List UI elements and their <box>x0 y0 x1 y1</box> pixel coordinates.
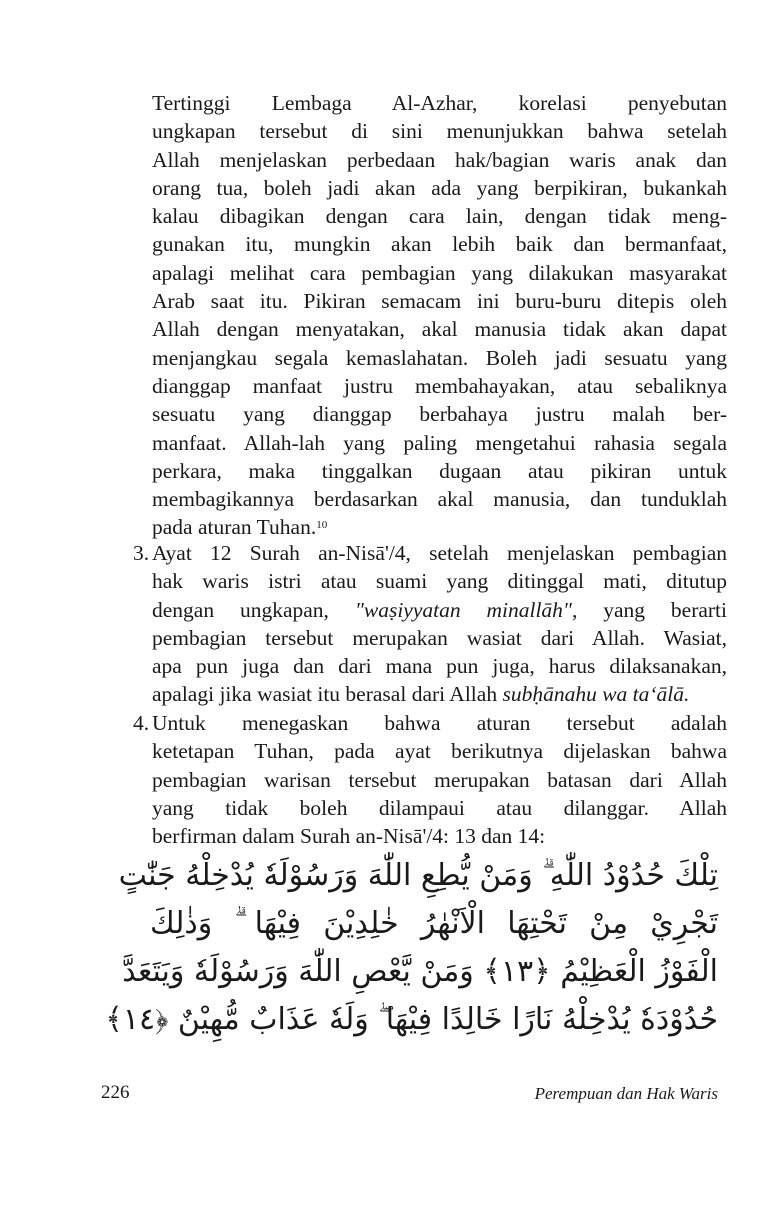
text-line-content: pada aturan Tuhan. <box>152 515 317 540</box>
page-number: 226 <box>101 1082 130 1103</box>
text-line: apa pun juga dan dari mana pun juga, harus dilaksanakan, <box>152 654 727 679</box>
text-line <box>152 596 727 624</box>
list-item-3 <box>133 539 728 709</box>
text-line: gunakan itu, mungkin akan lebih baik dan bermanfaat, <box>152 232 727 257</box>
text-line: Untuk menegaskan bahwa aturan tersebut adalah <box>152 711 727 735</box>
text-line: menjangkau segala kemaslahatan. Boleh jadi sesuatu yang <box>152 345 727 370</box>
text-segment: yang berarti <box>577 597 728 622</box>
arabic-verse-line: تِلْكَ حُدُوْدُ اللّٰهِ ۗ وَمَنْ يُّطِعِ اللّٰهَ وَرَسُوْلَهٗ يُدْخِلْهُ جَنّٰتٍ <box>118 858 718 893</box>
text-line: membagikannya berdasarkan akal manusia, dan tunduklah <box>152 487 727 512</box>
text-line: Arab saat itu. Pikiran semacam ini buru-buru ditepis oleh <box>152 289 727 314</box>
text-line: sesuatu yang dianggap berbahaya justru malah ber- <box>152 402 727 427</box>
text-segment: apalagi jika wasiat itu berasal dari Allah <box>152 682 503 707</box>
text-line: pembagian tersebut merupakan wasiat dari Allah. Wasiat, <box>152 625 727 650</box>
text-line: hak waris istri atau suami yang ditinggal mati, ditutup <box>152 569 727 594</box>
text-line: Allah dengan menyatakan, akal manusia tidak akan dapat <box>152 317 727 342</box>
arabic-verse-block <box>105 852 718 1044</box>
text-line: pembagian warisan tersebut merupakan batasan dari Allah <box>152 767 727 792</box>
text-line: perkara, maka tinggalkan dugaan atau pikiran untuk <box>152 458 727 483</box>
list-item-number: 4. <box>133 711 150 735</box>
text-line: orang tua, boleh jadi akan ada yang berpikiran, bukankah <box>152 175 727 200</box>
text-line: Allah menjelaskan perbedaan hak/bagian waris anak dan <box>152 147 727 172</box>
text-line: Tertinggi Lembaga Al-Azhar, korelasi penyebutan <box>152 91 727 115</box>
text-line: ketetapan Tuhan, pada ayat berikutnya dijelaskan bahwa <box>152 739 727 764</box>
text-line: apalagi melihat cara pembagian yang dilakukan masyarakat <box>152 260 727 285</box>
arabic-verse-line: تَجْرِيْ مِنْ تَحْتِهَا الْاَنْهٰرُ خٰلِدِيْنَ فِيْهَا ۗ وَذٰلِكَ <box>150 906 718 941</box>
text-segment: dengan ungkapan, <box>152 597 355 622</box>
text-line: yang tidak boleh dilampaui atau dilanggar. Allah <box>152 795 727 820</box>
text-line: berfirman dalam Surah an-Nisā'/4: 13 dan 14: <box>152 824 546 849</box>
italic-term: "waṣiyyatan minallāh", <box>354 597 578 622</box>
text-line: kalau dibagikan dengan cara lain, dengan tidak meng- <box>152 204 727 229</box>
text-line: ungkapan tersebut di sini menunjukkan bahwa setelah <box>152 119 727 144</box>
footnote-reference[interactable]: 10 <box>316 519 328 532</box>
text-line: Ayat 12 Surah an-Nisā'/4, setelah menjelaskan pembagian <box>152 541 727 565</box>
list-item-4 <box>133 709 727 850</box>
list-item-number: 3. <box>133 541 150 565</box>
paragraph-azhar-explanation <box>152 89 727 542</box>
text-line: manfaat. Allah-lah yang paling mengetahui rahasia segala <box>152 430 727 455</box>
text-line: dianggap manfaat justru membahayakan, atau sebaliknya <box>152 373 727 398</box>
text-line <box>152 680 727 708</box>
arabic-verse-line: حُدُوْدَهٗ يُدْخِلْهُ نَارًا خَالِدًا فِيْهَا ۖ وَلَهٗ عَذَابٌ مُّهِيْنٌ ﴿١٤﴾ <box>105 1002 718 1037</box>
running-footer-title: Perempuan dan Hak Waris <box>534 1084 718 1103</box>
italic-term: subḥānahu wa ta‘ālā. <box>502 682 690 707</box>
text-line <box>152 513 727 541</box>
arabic-verse-line: الْفَوْزُ الْعَظِيْمُ ﴿١٣﴾ وَمَنْ يَّعْصِ اللّٰهَ وَرَسُوْلَهٗ وَيَتَعَدَّ <box>122 954 718 989</box>
